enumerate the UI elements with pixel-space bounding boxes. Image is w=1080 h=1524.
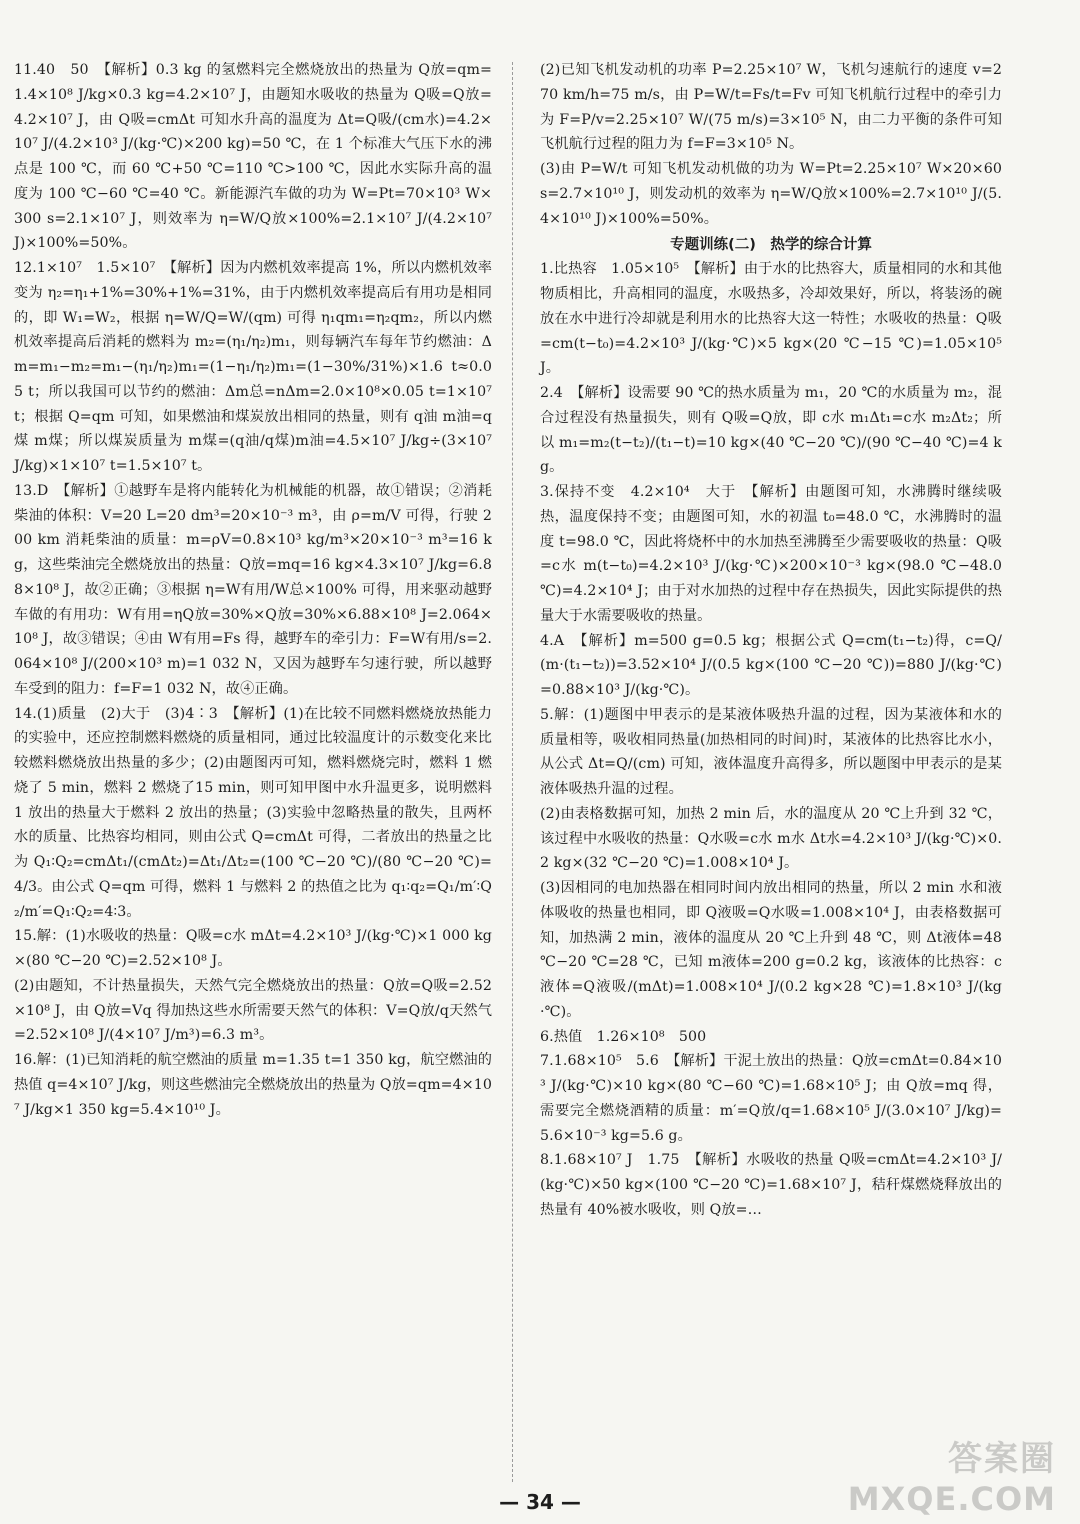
answer-14: 14.(1)质量 (2)大于 (3)4∶3 【解析】(1)在比较不同燃料燃烧放热能力的实验中，还应控制燃料燃烧的质量相同，通过比较温度计的示数变化来比较燃料燃烧放出热量的多少；(2)由题图丙可知，燃料燃烧完时，燃料 1 燃烧了 5 min，燃料 2 燃烧了15 min，则可知甲图中水升温更多，说明燃料 1 放出的热量大于燃料 2 放出的热量；(3)实验中忽略热量的散失，且两杯水的质量、比热容均相同，则由公式 Q=cmΔt 可得，二者放出的热量之比为 Q₁∶Q₂=cmΔt₁/(cmΔt₂)=Δt₁/Δt₂=(100 ℃−20 ℃)/(80 ℃−20 ℃)=4/3。由公式 Q=qm 可得，燃料 1 与燃料 2 的热值之比为 q₁∶q₂=Q₁/m′∶Q₂/m′=Q₁∶Q₂=4∶3。: [14, 705, 492, 920]
special-answer-5-part1: 5.解：(1)题图中甲表示的是某液体吸热升温的过程，因为某液体和水的质量相等，吸收相同热量(加热相同的时间)时，某液体的比热容比水小，从公式 Δt=Q/(cm) 可知，液体温度升高得多，所以题图中甲表示的是某液体吸热升温的过程。: [540, 706, 1002, 797]
special-answer-5-part2: (2)由表格数据可知，加热 2 min 后，水的温度从 20 ℃上升到 32 ℃，该过程中水吸收的热量：Q水吸=c水 m水 Δt水=4.2×10³ J/(kg·℃)×0.2 kg×(32 ℃−20 ℃)=1.008×10⁴ J。: [540, 805, 1002, 872]
answer-15-part1: 15.解：(1)水吸收的热量：Q吸=c水 mΔt=4.2×10³ J/(kg·℃)×1 000 kg×(80 ℃−20 ℃)=2.52×10⁸ J。: [14, 928, 492, 969]
answer-16-part3: (3)由 P=W/t 可知飞机发动机做的功为 W=Pt=2.25×10⁷ W×20×60 s=2.7×10¹⁰ J，则发动机的效率为 η=W/Q放×100%=2.7×10¹⁰ J/(5.4×10¹⁰ J)×100%=50%。: [540, 161, 1002, 227]
watermark: [848, 1431, 1056, 1518]
answer-15-part2: (2)由题知，不计热量损失，天然气完全燃烧放出的热量：Q放=Q吸=2.52×10⁸ J，由 Q放=Vq 得加热这些水所需要天然气的体积：V=Q放/q天然气=2.52×10⁸ J/(4×10⁷ J/m³)=6.3 m³。: [14, 977, 492, 1044]
answer-11: 11.40 50 【解析】0.3 kg 的氢燃料完全燃烧放出的热量为 Q放=qm=1.4×10⁸ J/kg×0.3 kg=4.2×10⁷ J，由题知水吸收的热量为 Q吸=Q放=4.2×10⁷ J，由 Q吸=cmΔt 可知水升高的温度为 Δt=Q吸/(cm水)=4.2×10⁷ J/(4.2×10³ J/(kg·℃)×200 kg)=50 ℃，在 1 个标准大气压下水的沸点是 100 ℃，而 60 ℃+50 ℃=110 ℃>100 ℃，因此水实际升高的温度为 100 ℃−60 ℃=40 ℃。新能源汽车做的功为 W=Pt=70×10³ W×300 s=2.1×10⁷ J，则效率为 η=W/Q放×100%=2.1×10⁷ J/(4.2×10⁷ J)×100%=50%。: [14, 62, 492, 252]
special-answer-2: 2.4 【解析】设需要 90 ℃的热水质量为 m₁，20 ℃的水质量为 m₂，混合过程没有热量损失，则有 Q吸=Q放，即 c水 m₁Δt₁=c水 m₂Δt₂；所以 m₁=m₂(t−t₂)/(t₁−t)=10 kg×(40 ℃−20 ℃)/(90 ℃−40 ℃)=4 kg。: [540, 385, 1002, 476]
answer-16-part1: 16.解：(1)已知消耗的航空燃油的质量 m=1.35 t=1 350 kg，航空燃油的热值 q=4×10⁷ J/kg，则这些燃油完全燃烧放出的热量为 Q放=qm=4×10⁷ J/kg×1 350 kg=5.4×10¹⁰ J。: [14, 1052, 492, 1118]
answer-12: 12.1×10⁷ 1.5×10⁷ 【解析】因为内燃机效率提高 1%，所以内燃机效率变为 η₂=η₁+1%=30%+1%=31%，由于内燃机效率提高后有用功是相同的，即 W₁=W₂，根据 η=W/Q=W/(qm) 可得 η₁qm₁=η₂qm₂，所以内燃机效率提高后消耗的燃料为 m₂=(η₁/η₂)m₁，则每辆汽车每年节约燃油：Δm=m₁−m₂=m₁−(η₁/η₂)m₁=(1−η₁/η₂)m₁=(1−30%/31%)×1.6 t≈0.05 t；所以我国可以节约的燃油：Δm总=nΔm=2.0×10⁸×0.05 t=1×10⁷ t；根据 Q=qm 可知，如果燃油和煤炭放出相同的热量，则有 q油 m油=q煤 m煤；所以煤炭质量为 m煤=(q油/q煤)m油=4.5×10⁷ J/kg÷(3×10⁷ J/kg)×1×10⁷ t=1.5×10⁷ t。: [14, 260, 492, 474]
watermark-url: MXQE.COM: [847, 1480, 1056, 1518]
special-answer-5-part3: (3)因相同的电加热器在相同时间内放出相同的热量，所以 2 min 水和液体吸收的热量也相同，即 Q液吸=Q水吸=1.008×10⁴ J，由表格数据可知，加热满 2 min，液体的温度从 20 ℃上升到 48 ℃，则 Δt液体=48 ℃−20 ℃=28 ℃，已知 m液体=200 g=0.2 kg，该液体的比热容：c液体=Q液吸/(mΔt)=1.008×10⁴ J/(0.2 kg×28 ℃)=1.8×10³ J/(kg·℃)。: [540, 880, 1002, 1020]
right-column: [540, 58, 1002, 1223]
special-answer-1: 1.比热容 1.05×10⁵ 【解析】由于水的比热容大，质量相同的水和其他物质相比，升高相同的温度，水吸热多，冷却效果好，所以，将装汤的碗放在水中进行冷却就是利用水的比热容大这一特性；水吸收的热量：Q吸=cm(t−t₀)=4.2×10³ J/(kg·℃)×5 kg×(20 ℃−15 ℃)=1.05×10⁵ J。: [540, 261, 1002, 377]
special-answer-8: 8.1.68×10⁷ J 1.75 【解析】水吸收的热量 Q吸=cmΔt=4.2×10³ J/(kg·℃)×50 kg×(100 ℃−20 ℃)=1.68×10⁷ J，秸秆煤燃烧释放出的热量有 40%被水吸收，则 Q放=…: [540, 1152, 1002, 1218]
page-number: — 34 —: [499, 1490, 581, 1514]
section-title: 专题训练(二) 热学的综合计算: [670, 237, 872, 254]
special-answer-6: 6.热值 1.26×10⁸ 500: [540, 1028, 707, 1045]
column-divider: [512, 62, 513, 1482]
left-column: [14, 58, 492, 1122]
special-answer-3: 3.保持不变 4.2×10⁴ 大于 【解析】由题图可知，水沸腾时继续吸热，温度保持不变；由题图可知，水的初温 t₀=48.0 ℃，水沸腾时的温度 t=98.0 ℃，因此将烧杯中的水加热至沸腾至少需要吸收的热量：Q吸=c水 m(t−t₀)=4.2×10³ J/(kg·℃)×200×10⁻³ kg×(98.0 ℃−48.0 ℃)=4.2×10⁴ J；由于对水加热的过程中存在热损失，因此实际提供的热量大于水需要吸收的热量。: [540, 484, 1002, 624]
watermark-logo: 答案圈: [948, 1439, 1056, 1479]
answer-13: 13.D 【解析】①越野车是将内能转化为机械能的机器，故①错误；②消耗柴油的体积：V=20 L=20 dm³=20×10⁻³ m³，由 ρ=m/V 可得，行驶 200 km 消耗柴油的质量：m=ρV=0.8×10³ kg/m³×20×10⁻³ m³=16 kg，这些柴油完全燃烧放出的热量：Q放=mq=16 kg×4.3×10⁷ J/kg=6.88×10⁸ J，故②正确；③根据 η=W有用/W总×100% 可得，用来驱动越野车做的有用功：W有用=ηQ放=30%×Q放=30%×6.88×10⁸ J=2.064×10⁸ J，故③错误；④由 W有用=Fs 得，越野车的牵引力：F=W有用/s=2.064×10⁸ J/(200×10³ m)=1 032 N，又因为越野车匀速行驶，所以越野车受到的阻力：f=F=1 032 N，故④正确。: [14, 482, 492, 697]
special-answer-7: 7.1.68×10⁵ 5.6 【解析】干泥土放出的热量：Q放=cmΔt=0.84×10³ J/(kg·℃)×10 kg×(80 ℃−60 ℃)=1.68×10⁵ J；由 Q放=mq 得，需要完全燃烧酒精的质量：m′=Q放/q=1.68×10⁵ J/(3.0×10⁷ J/kg)=5.6×10⁻³ kg=5.6 g。: [540, 1053, 1002, 1144]
special-answer-4: 4.A 【解析】m=500 g=0.5 kg；根据公式 Q=cm(t₁−t₂)得，c=Q/(m·(t₁−t₂))=3.52×10⁴ J/(0.5 kg×(100 ℃−20 ℃))=880 J/(kg·℃)=0.88×10³ J/(kg·℃)。: [540, 632, 1002, 698]
answer-16-part2: (2)已知飞机发动机的功率 P=2.25×10⁷ W，飞机匀速航行的速度 v=270 km/h=75 m/s，由 P=W/t=Fs/t=Fv 可知飞机航行过程中的牵引力为 F=P/v=2.25×10⁷ W/(75 m/s)=3×10⁵ N，由二力平衡的条件可知飞机航行过程的阻力为 f=F=3×10⁵ N。: [540, 62, 1002, 153]
